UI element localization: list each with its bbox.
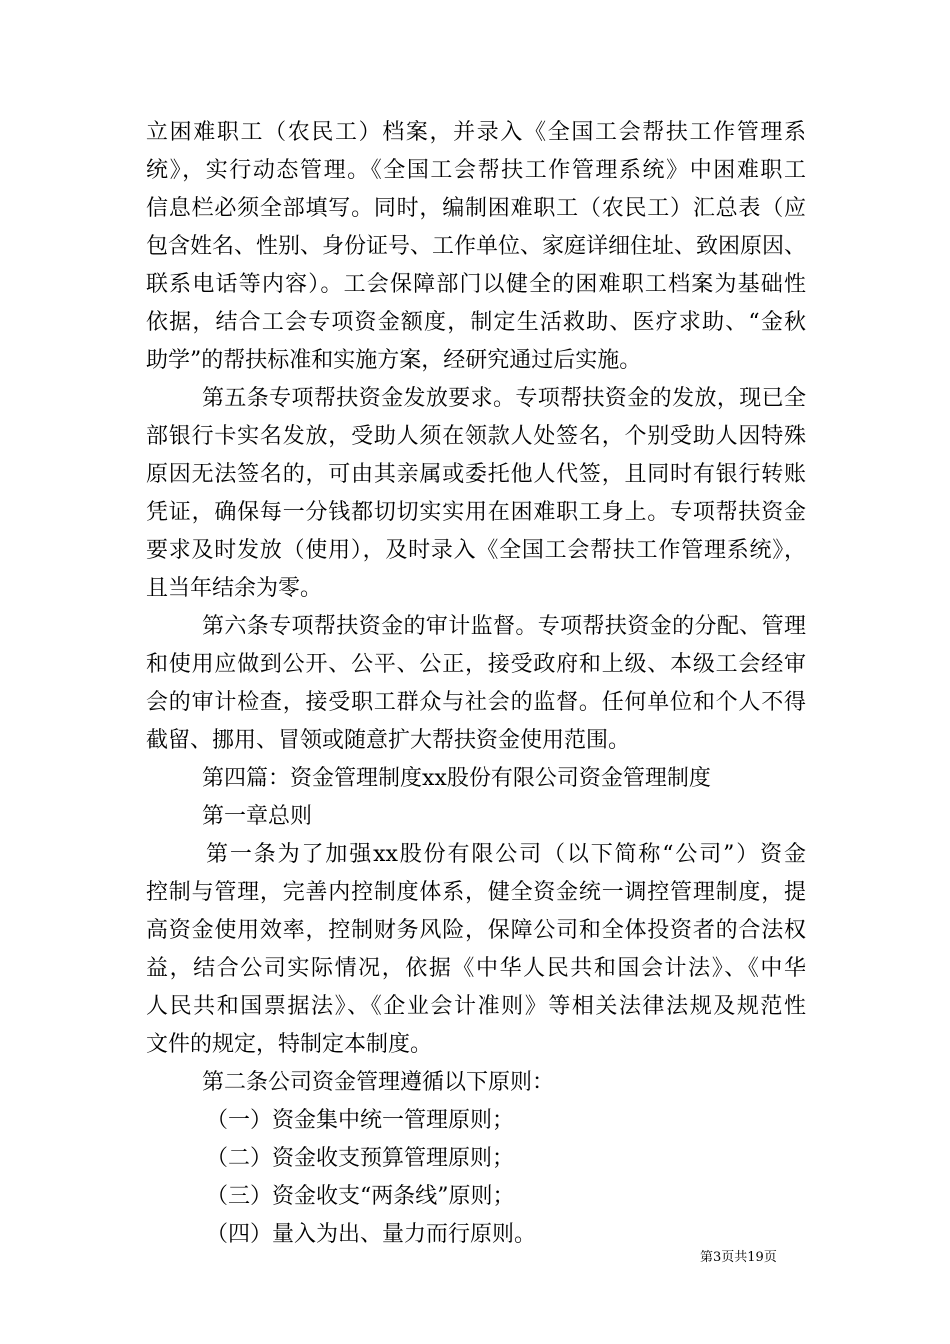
text-line: 包含姓名、性别、身份证号、工作单位、家庭详细住址、致困原因、: [146, 234, 807, 259]
text-line: 立困难职工（农民工）档案，并录入《全国工会帮扶工作管理系: [146, 120, 806, 145]
text-line: 原因无法签名的，可由其亲属或委托他人代签，且同时有银行转账: [146, 462, 806, 487]
text-line: 第五条专项帮扶资金发放要求。专项帮扶资金的发放，现已全: [202, 386, 806, 411]
text-line: 益，结合公司实际情况，依据《中华人民共和国会计法》、《中华: [146, 956, 806, 981]
section-heading: 第四篇：资金管理制度xx股份有限公司资金管理制度: [202, 766, 711, 791]
document-body: [146, 114, 806, 1254]
text-line: 凭证，确保每一分钱都切切实实用在困难职工身上。专项帮扶资金: [146, 500, 806, 525]
text-line: 第一条为了加强xx股份有限公司（以下简称“公司”）资金: [206, 842, 806, 867]
text-line: 高资金使用效率，控制财务风险，保障公司和全体投资者的合法权: [146, 918, 806, 943]
text-line: 且当年结余为零。: [146, 576, 323, 601]
list-item: （二）资金收支预算管理原则；: [206, 1146, 515, 1171]
text-line: 要求及时发放（使用），及时录入《全国工会帮扶工作管理系统》，: [146, 538, 806, 563]
text-line: 统》，实行动态管理。《全国工会帮扶工作管理系统》中困难职工: [146, 158, 806, 183]
text-line: 人民共和国票据法》、《企业会计准则》等相关法律法规及规范性: [146, 994, 806, 1019]
text-line: 会的审计检查，接受职工群众与社会的监督。任何单位和个人不得: [146, 690, 806, 715]
text-line: 信息栏必须全部填写。同时，编制困难职工（农民工）汇总表（应: [146, 196, 806, 221]
text-line: 联系电话等内容）。工会保障部门以健全的困难职工档案为基础性: [146, 272, 806, 297]
text-line: 文件的规定，特制定本制度。: [146, 1032, 433, 1057]
text-line: 和使用应做到公开、公平、公正，接受政府和上级、本级工会经审: [146, 652, 806, 677]
text-line: 截留、挪用、冒领或随意扩大帮扶资金使用范围。: [146, 728, 631, 753]
list-item: （三）资金收支“两条线”原则；: [206, 1184, 515, 1209]
text-line: 助学”的帮扶标准和实施方案，经研究通过后实施。: [146, 348, 642, 373]
list-item: （一）资金集中统一管理原则；: [206, 1108, 515, 1133]
text-line: 部银行卡实名发放，受助人须在领款人处签名，个别受助人因特殊: [146, 424, 806, 449]
text-line: 依据，结合工会专项资金额度，制定生活救助、医疗求助、“金秋: [146, 310, 806, 335]
chapter-heading: 第一章总则: [202, 804, 313, 829]
list-item: （四）量入为出、量力而行原则。: [206, 1222, 537, 1247]
text-line: 第二条公司资金管理遵循以下原则：: [202, 1070, 555, 1095]
page-number: 第3页共19页: [700, 1250, 777, 1265]
text-line: 第六条专项帮扶资金的审计监督。专项帮扶资金的分配、管理: [202, 614, 806, 639]
text-line: 控制与管理，完善内控制度体系，健全资金统一调控管理制度，提: [146, 880, 806, 905]
